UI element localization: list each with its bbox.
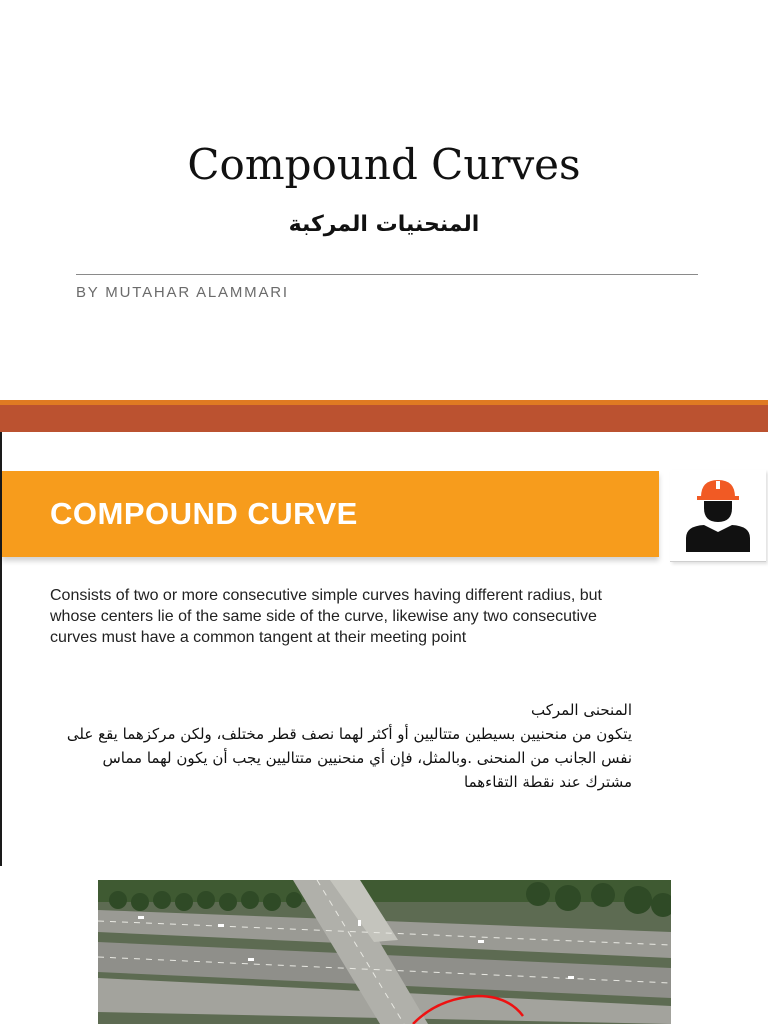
banner-title: COMPOUND CURVE [50, 496, 358, 531]
definition-english: Consists of two or more consecutive simple curves having different radius, but whose centers lie of the same side of the curve, likewise any two consecutive curves must have a common tangent at their meeting point [50, 587, 602, 646]
title-slide [0, 0, 768, 400]
heading-banner [2, 471, 659, 557]
arabic-line: مشترك عند نقطة التقاءهما [464, 773, 632, 791]
separator-band [0, 405, 768, 432]
author-line: BY MUTAHAR ALAMMARI [76, 284, 289, 301]
title-divider [76, 274, 698, 275]
definition-arabic [46, 698, 632, 794]
slide-title: Compound Curves [187, 140, 581, 189]
slide-subtitle-arabic: المنحنيات المركبة [288, 212, 480, 237]
worker-hardhat-icon [670, 470, 766, 561]
worker-icon-box [670, 470, 766, 562]
arabic-heading: المنحنى المركب [531, 701, 632, 719]
highway-interchange-image [98, 880, 671, 1024]
arabic-line: نفس الجانب من المنحنى .وبالمثل، فإن أي منحنيين متتاليين يجب أن يكون لهما مماس [102, 749, 632, 767]
aerial-highway-photo [98, 880, 671, 1024]
arabic-line: يتكون من منحنيين بسيطين متتاليين أو أكثر لهما نصف قطر مختلف، ولكن مركزهما يقع على [66, 725, 632, 743]
